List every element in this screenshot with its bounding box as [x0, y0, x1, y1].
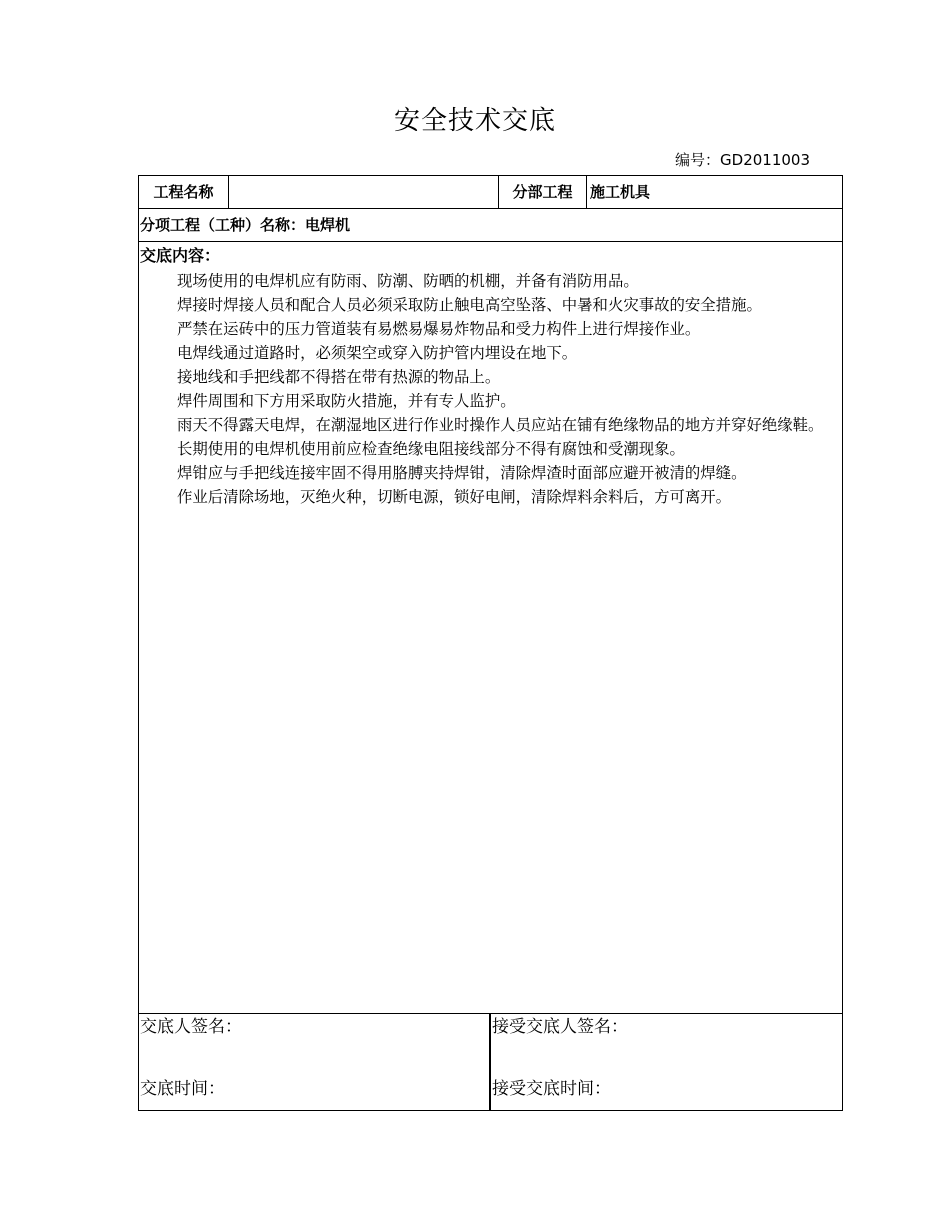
- sub-project-value: 施工机具: [590, 183, 651, 201]
- signature-section: [139, 1014, 842, 1110]
- document-title: 安全技术交底: [393, 106, 556, 136]
- item-name-row: 分项工程（工种）名称：电焊机: [139, 209, 842, 242]
- project-name-value: [229, 176, 499, 208]
- project-row: [139, 176, 842, 209]
- document-number: 编号：GD2011003: [675, 151, 810, 169]
- receiver-time-label: 接受交底时间：: [492, 1079, 611, 1099]
- content-item: 严禁在运砖中的压力管道装有易燃易爆易炸物品和受力构件上进行焊接作业。: [177, 320, 701, 338]
- content-item: 长期使用的电焊机使用前应检查绝缘电阻接线部分不得有腐蚀和受潮现象。: [177, 440, 685, 458]
- content-item: 焊接时焊接人员和配合人员必须采取防止触电高空坠落、中暑和火灾事故的安全措施。: [177, 296, 762, 314]
- content-item: 焊钳应与手把线连接牢固不得用胳膊夹持焊钳，清除焊渣时面部应避开被清的焊缝。: [177, 464, 747, 482]
- content-list: [139, 269, 842, 509]
- content-item: 作业后清除场地，灭绝火种，切断电源，锁好电闸，清除焊料余料后，方可离开。: [177, 488, 732, 506]
- content-item: 雨天不得露天电焊，在潮湿地区进行作业时操作人员应站在铺有绝缘物品的地方并穿好绝缘鞋。: [177, 416, 824, 434]
- content-item: 焊件周围和下方用采取防火措施，并有专人监护。: [177, 392, 516, 410]
- presenter-signature-block: [139, 1014, 491, 1110]
- content-item: 接地线和手把线都不得搭在带有热源的物品上。: [177, 368, 501, 386]
- content-item: 现场使用的电焊机应有防雨、防潮、防晒的机棚，并备有消防用品。: [177, 272, 639, 290]
- receiver-sign-label: 接受交底人签名：: [492, 1017, 628, 1037]
- disclosure-form: [138, 175, 843, 1111]
- presenter-time-label: 交底时间：: [140, 1079, 225, 1099]
- content-heading: 交底内容：: [140, 246, 221, 265]
- content-item: 电焊线通过道路时，必须架空或穿入防护管内埋设在地下。: [177, 344, 578, 362]
- presenter-sign-label: 交底人签名：: [140, 1017, 242, 1037]
- sub-project-label: 分部工程: [499, 176, 587, 208]
- content-section: [139, 242, 842, 1014]
- project-name-label: 工程名称: [139, 176, 229, 208]
- receiver-signature-block: [491, 1014, 842, 1110]
